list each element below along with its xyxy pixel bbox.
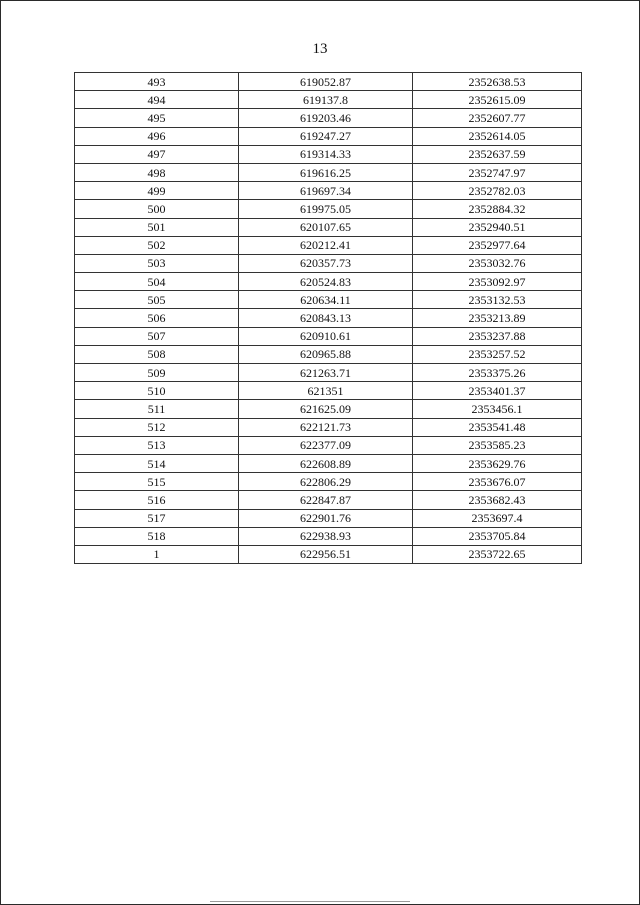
table-row — [75, 145, 582, 163]
x-coordinate-cell: 622938.93 — [239, 527, 413, 545]
y-coordinate-cell: 2353585.23 — [413, 436, 582, 454]
x-coordinate-cell: 620965.88 — [239, 345, 413, 363]
point-number-cell: 518 — [75, 527, 239, 545]
y-coordinate-cell: 2353541.48 — [413, 418, 582, 436]
table-row — [75, 527, 582, 545]
x-coordinate-cell: 622847.87 — [239, 491, 413, 509]
page-number: 13 — [312, 41, 328, 57]
y-coordinate-cell: 2353456.1 — [413, 400, 582, 418]
coordinates-table — [74, 72, 582, 564]
y-coordinate-cell: 2353629.76 — [413, 454, 582, 472]
table-row — [75, 273, 582, 291]
table-row — [75, 236, 582, 254]
table-row — [75, 400, 582, 418]
point-number-cell: 493 — [75, 73, 239, 91]
y-coordinate-cell: 2353375.26 — [413, 364, 582, 382]
table-row — [75, 291, 582, 309]
x-coordinate-cell: 619616.25 — [239, 163, 413, 181]
table-row — [75, 254, 582, 272]
y-coordinate-cell: 2352782.03 — [413, 182, 582, 200]
table-row — [75, 91, 582, 109]
table-row — [75, 545, 582, 563]
y-coordinate-cell: 2352607.77 — [413, 109, 582, 127]
x-coordinate-cell: 619137.8 — [239, 91, 413, 109]
point-number-cell: 501 — [75, 218, 239, 236]
y-coordinate-cell: 2352940.51 — [413, 218, 582, 236]
x-coordinate-cell: 620212.41 — [239, 236, 413, 254]
table-row — [75, 473, 582, 491]
x-coordinate-cell: 620843.13 — [239, 309, 413, 327]
point-number-cell: 497 — [75, 145, 239, 163]
point-number-cell: 507 — [75, 327, 239, 345]
y-coordinate-cell: 2353213.89 — [413, 309, 582, 327]
point-number-cell: 514 — [75, 454, 239, 472]
point-number-cell: 511 — [75, 400, 239, 418]
table-row — [75, 436, 582, 454]
x-coordinate-cell: 622901.76 — [239, 509, 413, 527]
y-coordinate-cell: 2352614.05 — [413, 127, 582, 145]
x-coordinate-cell: 620524.83 — [239, 273, 413, 291]
point-number-cell: 504 — [75, 273, 239, 291]
x-coordinate-cell: 622121.73 — [239, 418, 413, 436]
x-coordinate-cell: 622377.09 — [239, 436, 413, 454]
table-row — [75, 327, 582, 345]
y-coordinate-cell: 2353682.43 — [413, 491, 582, 509]
x-coordinate-cell: 622956.51 — [239, 545, 413, 563]
y-coordinate-cell: 2353132.53 — [413, 291, 582, 309]
x-coordinate-cell: 620910.61 — [239, 327, 413, 345]
y-coordinate-cell: 2353722.65 — [413, 545, 582, 563]
table-row — [75, 364, 582, 382]
point-number-cell: 505 — [75, 291, 239, 309]
x-coordinate-cell: 620634.11 — [239, 291, 413, 309]
point-number-cell: 495 — [75, 109, 239, 127]
table-row — [75, 182, 582, 200]
y-coordinate-cell: 2352747.97 — [413, 163, 582, 181]
table-row — [75, 109, 582, 127]
y-coordinate-cell: 2352615.09 — [413, 91, 582, 109]
point-number-cell: 515 — [75, 473, 239, 491]
y-coordinate-cell: 2353092.97 — [413, 273, 582, 291]
table-row — [75, 127, 582, 145]
point-number-cell: 499 — [75, 182, 239, 200]
point-number-cell: 508 — [75, 345, 239, 363]
coordinates-table-body — [75, 73, 582, 564]
x-coordinate-cell: 619052.87 — [239, 73, 413, 91]
point-number-cell: 1 — [75, 545, 239, 563]
table-row — [75, 491, 582, 509]
y-coordinate-cell: 2353257.52 — [413, 345, 582, 363]
point-number-cell: 510 — [75, 382, 239, 400]
x-coordinate-cell: 619697.34 — [239, 182, 413, 200]
point-number-cell: 498 — [75, 163, 239, 181]
y-coordinate-cell: 2353032.76 — [413, 254, 582, 272]
y-coordinate-cell: 2352884.32 — [413, 200, 582, 218]
y-coordinate-cell: 2353697.4 — [413, 509, 582, 527]
x-coordinate-cell: 619975.05 — [239, 200, 413, 218]
y-coordinate-cell: 2352977.64 — [413, 236, 582, 254]
table-row — [75, 382, 582, 400]
y-coordinate-cell: 2353401.37 — [413, 382, 582, 400]
table-row — [75, 218, 582, 236]
bottom-rule — [210, 901, 410, 902]
table-row — [75, 509, 582, 527]
y-coordinate-cell: 2352638.53 — [413, 73, 582, 91]
point-number-cell: 509 — [75, 364, 239, 382]
point-number-cell: 516 — [75, 491, 239, 509]
table-row — [75, 345, 582, 363]
table-row — [75, 309, 582, 327]
point-number-cell: 506 — [75, 309, 239, 327]
x-coordinate-cell: 621625.09 — [239, 400, 413, 418]
y-coordinate-cell: 2353676.07 — [413, 473, 582, 491]
y-coordinate-cell: 2352637.59 — [413, 145, 582, 163]
x-coordinate-cell: 620357.73 — [239, 254, 413, 272]
table-row — [75, 418, 582, 436]
x-coordinate-cell: 621351 — [239, 382, 413, 400]
x-coordinate-cell: 622608.89 — [239, 454, 413, 472]
x-coordinate-cell: 620107.65 — [239, 218, 413, 236]
point-number-cell: 496 — [75, 127, 239, 145]
x-coordinate-cell: 619314.33 — [239, 145, 413, 163]
y-coordinate-cell: 2353705.84 — [413, 527, 582, 545]
table-row — [75, 163, 582, 181]
point-number-cell: 517 — [75, 509, 239, 527]
table-row — [75, 73, 582, 91]
point-number-cell: 512 — [75, 418, 239, 436]
point-number-cell: 503 — [75, 254, 239, 272]
x-coordinate-cell: 619203.46 — [239, 109, 413, 127]
table-row — [75, 454, 582, 472]
x-coordinate-cell: 622806.29 — [239, 473, 413, 491]
y-coordinate-cell: 2353237.88 — [413, 327, 582, 345]
point-number-cell: 494 — [75, 91, 239, 109]
point-number-cell: 500 — [75, 200, 239, 218]
point-number-cell: 502 — [75, 236, 239, 254]
x-coordinate-cell: 619247.27 — [239, 127, 413, 145]
point-number-cell: 513 — [75, 436, 239, 454]
table-row — [75, 200, 582, 218]
x-coordinate-cell: 621263.71 — [239, 364, 413, 382]
